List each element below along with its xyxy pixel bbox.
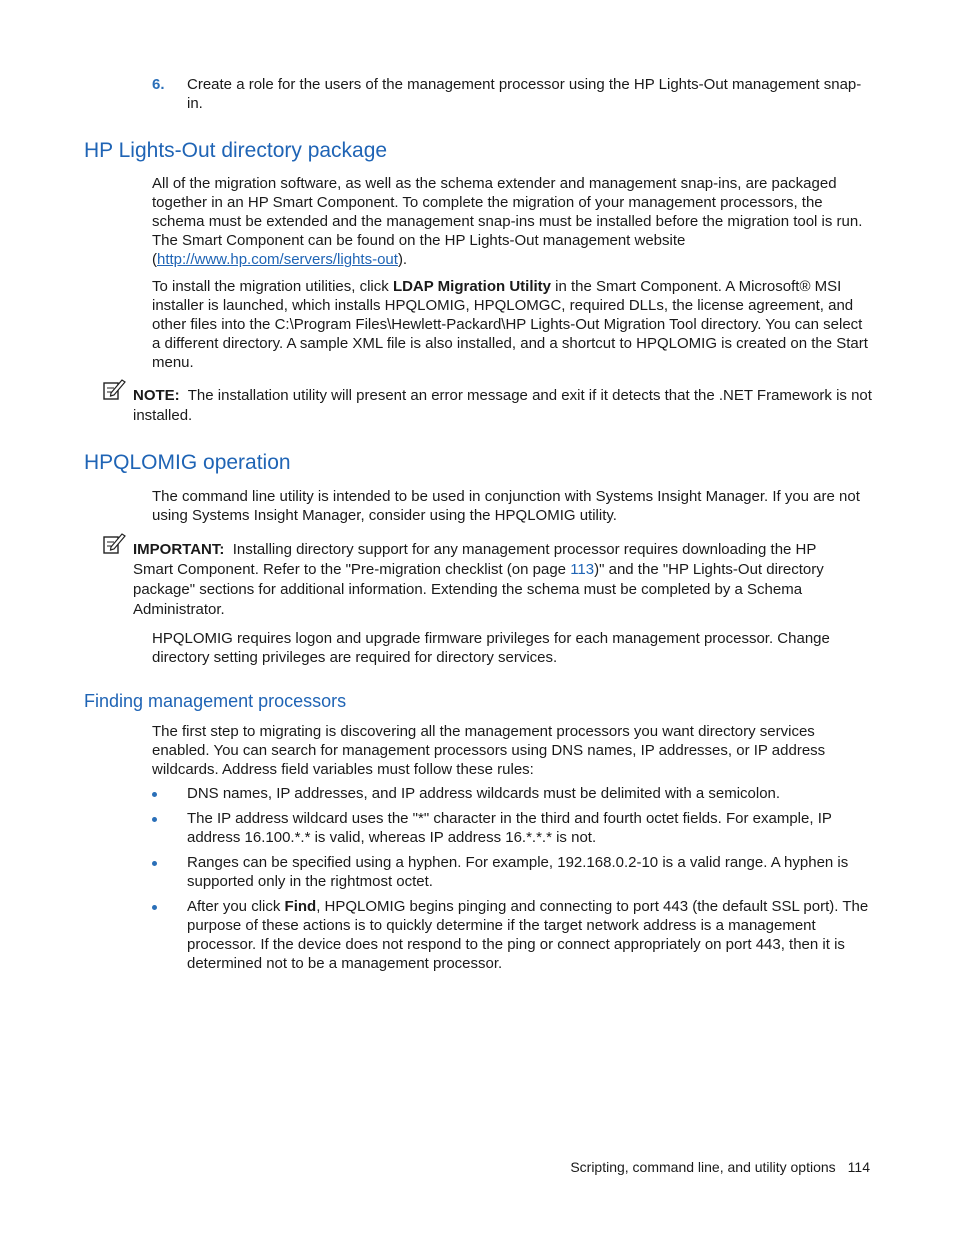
page-ref-link[interactable]: 113 [570, 561, 595, 578]
footer-chapter: Scripting, command line, and utility options [570, 1159, 836, 1175]
bullet-icon [152, 861, 157, 866]
subsection-heading-finding-processors: Finding management processors [84, 691, 347, 711]
important-text: Installing directory support for any management processor requires downloading the HP Smart Component. Refer to the "Pre-migration checklist (on page [133, 541, 817, 578]
step-6 [152, 75, 872, 113]
list-item [152, 853, 872, 891]
list-item-text: The IP address wildcard uses the "*" character in the third and fourth octet fields. For example, IP address 16.100.*.* is valid, whereas IP address 16.*.*.* is not. [187, 810, 832, 846]
note-callout [102, 378, 872, 426]
important-pencil-icon [102, 532, 124, 554]
note-label: NOTE: [133, 387, 180, 404]
paragraph-text: To install the migration utilities, click [152, 278, 393, 295]
bullet-icon [152, 905, 157, 910]
hpqlomig-operation-paragraph-2: HPQLOMIG requires logon and upgrade firmware privileges for each management processor. Change directory setting privileges are required for directory services. [152, 630, 830, 666]
finding-processors-paragraph: The first step to migrating is discovering all the management processors you want directory services enabled. You can search for management processors using DNS names, IP addresses, or IP address wildcards. Address field variables must follow these rules: [152, 723, 826, 778]
step-number: 6. [152, 76, 165, 93]
hpqlomig-operation-paragraph-1: The command line utility is intended to be used in conjunction with Systems Insight Manager. If you are not using Systems Insight Manager, consider using the HPQLOMIG utility. [152, 488, 860, 524]
list-item-text-rest: , HPQLOMIG begins pinging and connecting to port 443 (the default SSL port). The purpose of these actions is to quickly determine if the target network address is a management processor. If the device does not respond to the ping or connect appropriately on port 443, then it is determined not to be a management processor. [187, 898, 869, 972]
important-text-rest: )" and the "HP Lights-Out directory package" sections for additional information. Extending the schema must be completed by a Schema Administrator. [133, 561, 824, 618]
list-item-text: DNS names, IP addresses, and IP address wildcards must be delimited with a semicolon. [187, 785, 781, 802]
note-text-block [133, 378, 872, 426]
list-item-text: After you click [187, 898, 285, 915]
list-item-text: Ranges can be specified using a hyphen. For example, 192.168.0.2-10 is a valid range. A hyphen is supported only in the rightmost octet. [187, 854, 849, 890]
important-callout [102, 532, 872, 620]
important-text-block [133, 532, 843, 620]
important-label: IMPORTANT: [133, 541, 225, 558]
list-item [152, 784, 872, 803]
step-text: Create a role for the users of the management processor using the HP Lights-Out management snap-in. [187, 76, 862, 112]
note-text: The installation utility will present an error message and exit if it detects that the .NET Framework is not installed. [133, 387, 872, 424]
paragraph-text-rest: in the Smart Component. A Microsoft® MSI installer is launched, which installs HPQLOMIG, HPQLOMGC, required DLLs, the license agreement, and other files into the C:\Program Files\Hewlett-Packard\HP Lights-Out Migration Tool directory. You can select a different directory. A sample XML file is also installed, and a shortcut to HPQLOMIG is created on the Start menu. [152, 278, 868, 371]
address-rules-list [152, 784, 872, 979]
section-heading-directory-package: HP Lights-Out directory package [84, 139, 388, 162]
find-label: Find [284, 898, 317, 915]
lights-out-website-link[interactable]: http://www.hp.com/servers/lights-out [157, 251, 398, 268]
section-heading-hpqlomig-operation: HPQLOMIG operation [84, 451, 291, 474]
directory-package-paragraph-2 [152, 277, 872, 372]
ldap-migration-utility-label: LDAP Migration Utility [392, 278, 551, 295]
note-pencil-icon [102, 378, 124, 400]
footer-page-number: 114 [847, 1159, 870, 1175]
directory-package-paragraph-1 [152, 174, 872, 269]
bullet-icon [152, 817, 157, 822]
paragraph-text: All of the migration software, as well as the schema extender and management snap-ins, are packaged together in an HP Smart Component. To complete the migration of your management processors, the schema must be extended and the management snap-ins must be installed before the migration tool is run. The Smart Component can be found on the HP Lights-Out management website ( [152, 175, 863, 268]
list-item [152, 897, 872, 973]
bullet-icon [152, 792, 157, 797]
paragraph-text-end: ). [397, 251, 408, 268]
list-item [152, 809, 872, 847]
page-footer [570, 1158, 870, 1177]
